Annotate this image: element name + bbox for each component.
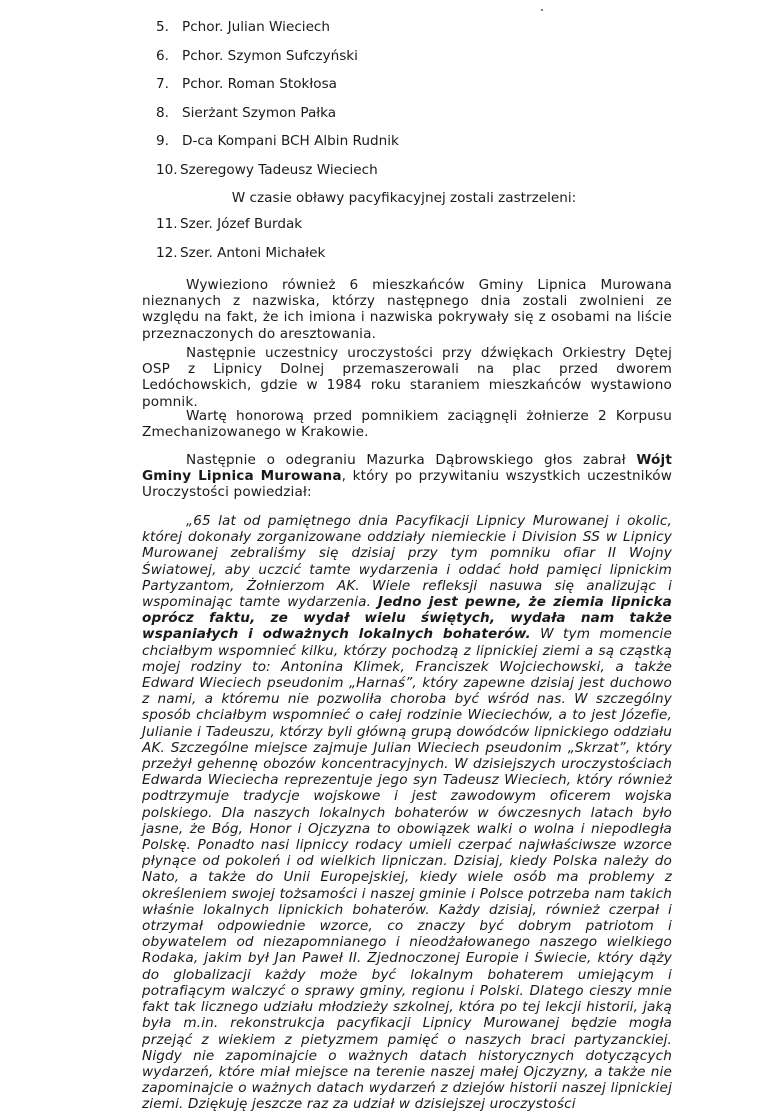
speaker-name: Wójt Gminy Lipnica Murowana [142, 452, 672, 485]
list-item-number: 9. [156, 133, 169, 150]
list-top [156, 17, 399, 189]
list-item-number: 7. [156, 76, 169, 93]
list-item-number: 5. [156, 19, 169, 35]
paragraph-text: Wywieziono również 6 mieszkańców Gminy Lipnica Murowana nieznanych z nazwiska, którzy następnego dnia zostali zwolnieni ze względu na fakt, że ich imiona i nazwiska pokrywały się z osobami na liście przeznaczonych do aresztowania. [142, 277, 672, 342]
section-heading: W czasie obławy pacyfikacyjnej zostali zastrzeleni: [231, 190, 577, 206]
list-item-number: 10. [156, 161, 178, 178]
list-item [156, 131, 399, 160]
list-item-text: D-ca Kompani BCH Albin Rudnik [182, 133, 399, 150]
paragraph-march [142, 345, 672, 410]
list-item-text: Pchor. Roman Stokłosa [182, 76, 337, 93]
list-shot [156, 214, 325, 271]
list-item [156, 17, 399, 46]
paragraph-text: Wartę honorową przed pomnikiem zaciągnęli żołnierze 2 Korpusu Zmechanizowanego w Krakowie. [142, 408, 672, 441]
list-item [156, 160, 399, 189]
list-item-number: 8. [156, 104, 169, 121]
list-item-text: Szeregowy Tadeusz Wieciech [180, 161, 378, 178]
list-item-text: Sierżant Szymon Pałka [182, 104, 337, 121]
paragraph-speech-intro [142, 452, 672, 501]
paragraph-text: Następnie uczestnicy uroczystości przy dźwiękach Orkiestry Dętej OSP z Lipnicy Dolnej przemaszerowali na plac przed dworem Ledóchowskich, gdzie w 1984 roku staraniem mieszkańców wystawiono pomnik. [142, 345, 672, 410]
list-item-text: Szer. Antoni Michałek [180, 244, 326, 261]
list-item [156, 103, 399, 132]
list-item [156, 46, 399, 75]
list-item-text: Pchor. Julian Wieciech [182, 19, 331, 35]
quote-text: W tym momencie chciałbym wspomnieć kilku, którzy pochodzą z lipnickiej ziemi a są cząstką mojej rodziny to: Antonina Klimek, Franciszek Wojciechowski, a także Edward Wieciech pseudonim „Harnaś”, który zapewne dzisiaj jest duchowo z nami, a któremu nie pozwoliła choroba być wśród nas. W szczególny sposób chciałbym wspomnieć o całej rodzinie Wieciechów, a to jest Józefie, Julianie i Tadeuszu, którzy byli główną grupą dowódców lipnickiego oddziału AK. Szczególne miejsce zajmuje Julian Wieciech pseudonim „Skrzat”, który przeżył gehennę obozów koncentracyjnych. W dzisiejszych uroczystościach Edwarda Wieciecha reprezentuje jego syn Tadeusz Wieciech, który również podtrzymuje tradycje wojskowe i jest zawodowym oficerem wojska polskiego. Dla naszych lokalnych bohaterów w ówczesnych latach było jasne, że Bóg, Honor i Ojczyzna to obowiązek walki o wolna i niepodległa Polskę. Ponadto nasi lipniccy rodacy umieli czerpać najwłaściwsze wzorce płynące od pokoleń i od wielkich lipniczan. Dzisiaj, kiedy Polska należy do Nato, a także do Unii Europejskiej, kiedy wiele osób ma problemy z określeniem swojej tożsamości i naszej gminie i Polsce potrzeba nam takich właśnie lokalnych lipnickich bohaterów. Każdy dzisiaj, również czerpał i otrzymał odpowiednie wzorce, co znaczy być dobrym patriotom i obywatelem od niezapomnianego i nieodżałowanego naszego wielkiego Rodaka, jakim był Jan Paweł II. Zjednoczonej Europie i Świecie, który dąży do globalizacji każdy może być lokalnym bohaterem umiejącym i potrafiącym walczyć o sprawy gminy, regionu i Polski. Dlatego cieszy mnie fakt tak licznego udziału młodzieży szkolnej, która po tej lekcji historii, jaką była m.in. rekonstrukcja pacyfikacji Lipnicy Murowanej będzie mogła przejąć z wiekiem z pietyzmem pamięć o naszych braci partyzanckiej. Nigdy nie zapominajcie o ważnych datach historycznych dotyczących wydarzeń, które miał miejsce na terenie naszej małej Ojczyzny, a także nie zapominajcie o ważnych datach wydarzeń z dziejów historii naszej lipnickiej ziemi. Dziękuję jeszcze raz za udział w dzisiejszej uroczystości [142, 626, 672, 1113]
quote-text: „65 lat od pamiętnego dnia Pacyfikacji Lipnicy Murowanej i okolic, której dokonały zorganizowane oddziały niemieckie i Division SS w Lipnicy Murowanej zebraliśmy się dzisiaj przy tym pomniku ofiar II Wojny Światowej, aby uczcić tamte wydarzenia i oddać hołd pamięci lipnickim Partyzantom, Żołnierzom AK. Wiele refleksji nasuwa się analizując i wspominając tamte wydarzenia. [142, 513, 672, 611]
paragraph-text: Następnie o odegraniu Mazurka Dąbrowskiego głos zabrał [186, 452, 637, 468]
list-item [156, 74, 399, 103]
list-item [156, 214, 325, 243]
paragraph-deported [142, 277, 672, 342]
list-item-number: 11. [156, 216, 178, 232]
list-item-number: 6. [156, 47, 169, 64]
list-item-number: 12. [156, 244, 178, 261]
list-item [156, 243, 325, 272]
speech-quote [142, 513, 672, 1113]
list-item-text: Szer. Józef Burdak [180, 216, 303, 232]
quote-emphasis: Jedno jest pewne, że ziemia lipnicka oprócz faktu, ze wydał wielu świętych, wydała nam także wspaniałych i odważnych lokalnych bohaterów. [142, 594, 672, 643]
list-item-text: Pchor. Szymon Sufczyński [182, 47, 358, 64]
scan-speck [541, 9, 543, 11]
paragraph-text: , który po przywitaniu wszystkich uczestników Uroczystości powiedział: [142, 468, 672, 501]
paragraph-guard [142, 408, 672, 440]
